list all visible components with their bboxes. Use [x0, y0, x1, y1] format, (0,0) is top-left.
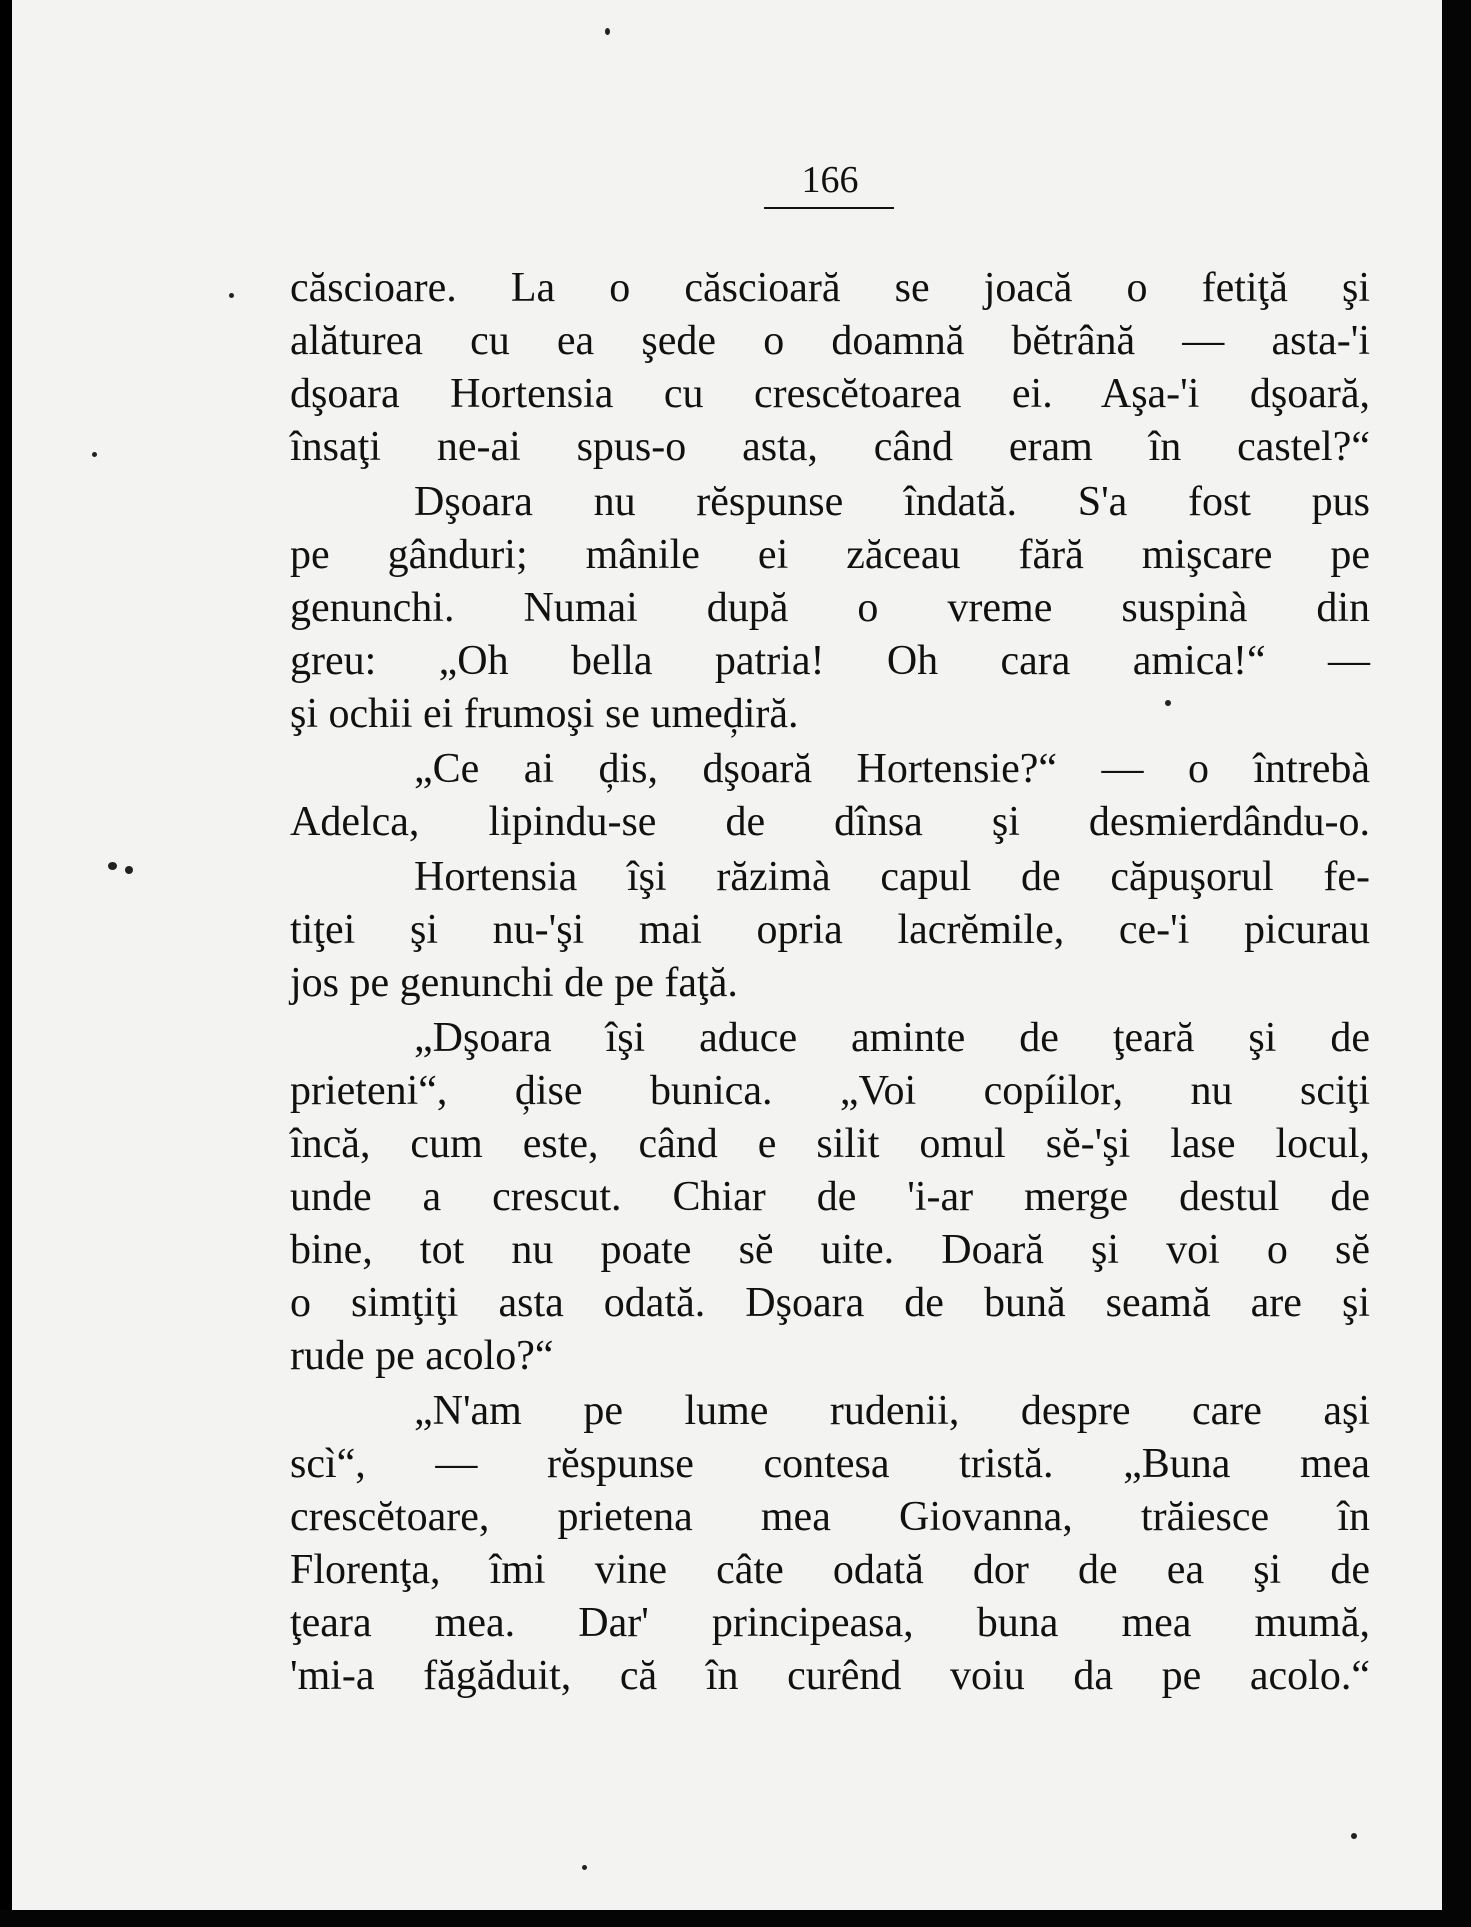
text-line: crescĕtoare, prietena mea Giovanna, trăiesce în: [290, 1494, 1370, 1540]
scan-speck: [125, 866, 133, 874]
text-line: şi ochii ei frumoşi se umeḑiră.: [290, 691, 799, 737]
text-line: Hortensia îşi răzimà capul de căpuşorul fe-: [414, 854, 1370, 900]
text-line: căscioare. La o căscioară se joacă o fetiţă şi: [290, 265, 1370, 311]
text-line: dşoara Hortensia cu crescĕtoarea ei. Aşa-'i dşoară,: [290, 371, 1370, 417]
text-line: pe gânduri; mânile ei zăceau fără mişcare pe: [290, 532, 1370, 578]
scan-speck: [1351, 1833, 1357, 1839]
scan-speck: [229, 293, 234, 298]
scan-speck: [108, 862, 117, 870]
text-line: încă, cum este, când e silit omul sĕ-'şi lase locul,: [290, 1121, 1370, 1167]
page-number-rule: [764, 207, 894, 209]
text-line: o simţiţi asta odată. Dşoara de bună seamă are şi: [290, 1280, 1370, 1326]
text-line: Adelca, lipindu-se de dînsa şi desmierdându-o.: [290, 799, 1370, 845]
scan-speck: [605, 28, 610, 35]
text-line: „Ce ai ḑis, dşoară Hortensie?“ — o întrebà: [414, 746, 1370, 792]
text-line: Dşoara nu rĕspunse îndată. S'a fost pus: [414, 479, 1370, 525]
text-line: Florenţa, îmi vine câte odată dor de ea şi de: [290, 1547, 1370, 1593]
text-line: „N'am pe lume rudenii, despre care aşi: [414, 1388, 1370, 1434]
body-text: [290, 262, 1370, 1703]
text-line: ţeara mea. Dar' principeasa, buna mea mumă,: [290, 1600, 1370, 1646]
text-line: scì“, — rĕspunse contesa tristă. „Buna mea: [290, 1441, 1370, 1487]
text-line: genunchi. Numai după o vreme suspinà din: [290, 585, 1370, 631]
scan-border-bottom: [0, 1910, 1471, 1927]
text-line: tiţei şi nu-'şi mai opria lacrĕmile, ce-'i picurau: [290, 907, 1370, 953]
text-line: unde a crescut. Chiar de 'i-ar merge destul de: [290, 1174, 1370, 1220]
text-line: prieteni“, ḑise bunica. „Voi copíilor, nu sciţi: [290, 1068, 1370, 1114]
page-number: 166: [801, 159, 859, 201]
book-page: [12, 0, 1442, 1910]
scan-speck: [1165, 700, 1171, 706]
text-line: 'mi-a făgăduit, că în curênd voiu da pe acolo.“: [290, 1653, 1370, 1699]
text-line: însaţi ne-ai spus-o asta, când eram în castel?“: [290, 424, 1370, 470]
text-line: jos pe genunchi de pe faţă.: [290, 960, 738, 1006]
text-line: greu: „Oh bella patria! Oh cara amica!“ —: [290, 638, 1370, 684]
scan-border-right: [1442, 0, 1471, 1927]
scan-speck: [582, 1865, 587, 1870]
text-line: „Dşoara îşi aduce aminte de ţeară şi de: [414, 1015, 1370, 1061]
text-line: alăturea cu ea şede o doamnă bĕtrână — asta-'i: [290, 318, 1370, 364]
text-line: rude pe acolo?“: [290, 1333, 554, 1379]
scan-speck: [92, 452, 97, 457]
text-line: bine, tot nu poate sĕ uite. Doară şi voi o sĕ: [290, 1227, 1370, 1273]
